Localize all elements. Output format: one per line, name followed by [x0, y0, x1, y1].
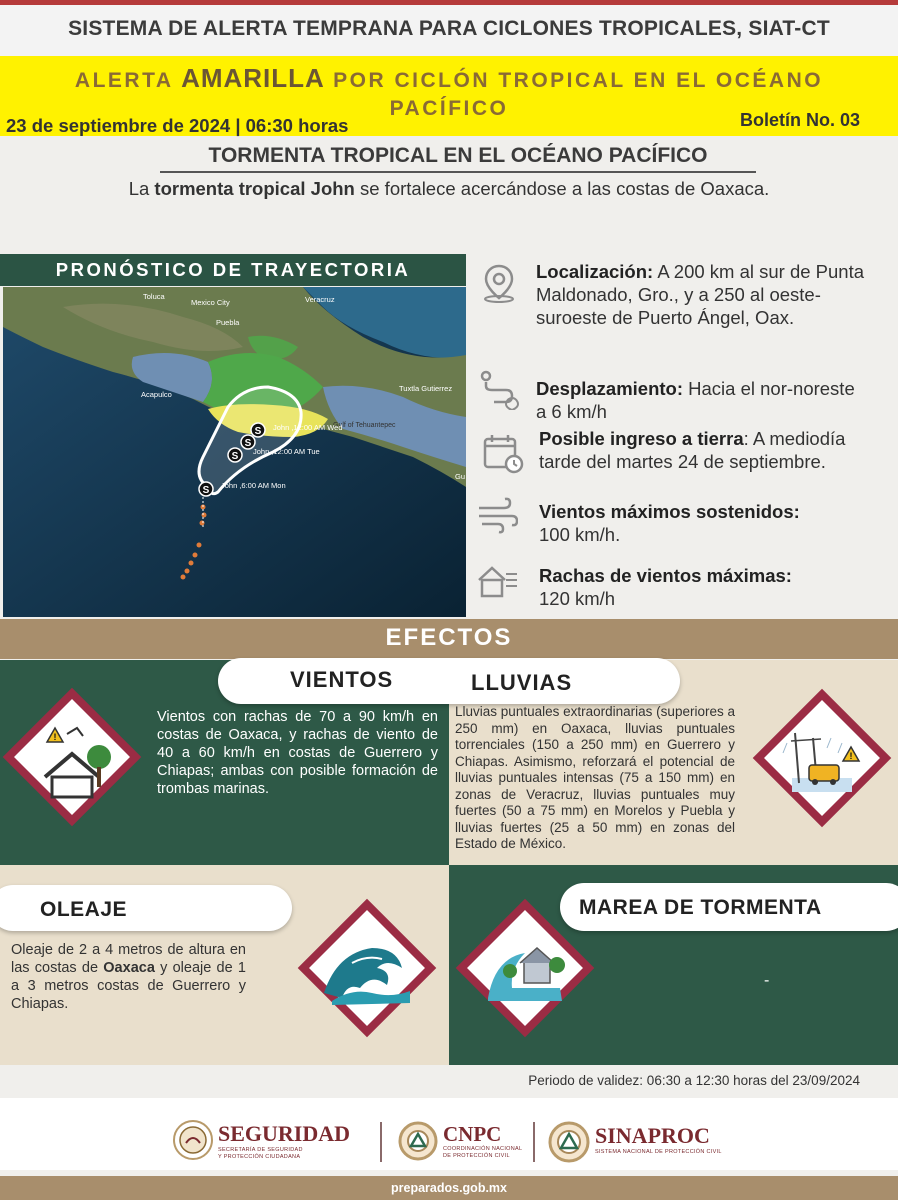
- seguridad-logo-text: SEGURIDAD: [218, 1121, 351, 1146]
- seguridad-subtext: SECRETARÍA DE SEGURIDAD Y PROTECCIÓN CIUDADANA: [218, 1147, 303, 1160]
- calendar-icon: [482, 432, 524, 479]
- movement-info: Desplazamiento: Hacia el nor-noreste a 6 km/h: [536, 378, 855, 422]
- alert-title: ALERTA AMARILLA POR CICLÓN TROPICAL EN EL OCÉANO PACÍFICO: [74, 63, 824, 120]
- svg-text:S: S: [254, 426, 262, 437]
- sinaproc-logo-text: SINAPROC: [595, 1123, 710, 1148]
- svg-text:S: S: [231, 451, 239, 462]
- surge-title: MAREA DE TORMENTA: [579, 896, 822, 919]
- effects-title: EFECTOS: [0, 619, 898, 659]
- map-label-acapulco: Acapulco: [141, 390, 172, 399]
- surge-text: -: [764, 972, 770, 989]
- map-label-tuxtla: Tuxtla Gutierrez: [399, 384, 453, 393]
- house-wind-icon: [476, 560, 518, 607]
- landfall-info: Posible ingreso a tierra: A mediodía tarde del martes 24 de septiembre.: [539, 428, 846, 472]
- winds-title: VIENTOS: [290, 667, 394, 692]
- svg-text:!: !: [849, 751, 853, 761]
- website-bar: [0, 1176, 898, 1200]
- map-label-mon: John ,6:00 AM Mon: [221, 481, 286, 490]
- map-label-toluca: Toluca: [143, 292, 165, 301]
- map-label-wed: John ,12:00 AM Wed: [273, 423, 343, 432]
- max-winds-info: Vientos máximos sostenidos: 100 km/h.: [539, 501, 800, 545]
- winds-text: Vientos con rachas de 70 a 90 km/h en costas de Oaxaca, y rachas de viento de 40 a 60 km/h en costas de Guerrero y Chiapas; ambas con posible formación de trombas marinas.: [157, 709, 438, 797]
- gusts-info: Rachas de vientos máximas: 120 km/h: [539, 565, 792, 609]
- cnpc-logo-icon: [398, 1121, 438, 1166]
- waves-title: OLEAJE: [40, 898, 128, 921]
- map-label-gulf: Gulf of Tehuantepec: [333, 422, 396, 429]
- map-label-tue: John ,12:00 AM Tue: [253, 447, 320, 456]
- map-label-veracruz: Veracruz: [305, 295, 335, 304]
- seguridad-seal-icon: [172, 1119, 214, 1166]
- cnpc-logo-text: CNPC: [443, 1122, 502, 1146]
- location-icon: [478, 262, 520, 309]
- sinaproc-subtext: SISTEMA NACIONAL DE PROTECCIÓN CIVIL: [595, 1149, 722, 1155]
- storm-subtitle: La tormenta tropical John se fortalece acercándose a las costas de Oaxaca.: [128, 178, 770, 199]
- map-label-gu: Gu: [455, 472, 466, 481]
- trajectory-map: [3, 287, 466, 617]
- rain-title: LLUVIAS: [471, 670, 573, 695]
- waves-text: Oleaje de 2 a 4 metros de altura en las costas de Oaxaca y oleaje de 1 a 3 metros costas de Guerrero y Chiapas.: [11, 942, 246, 1012]
- route-icon: [478, 368, 520, 415]
- rain-text: Lluvias puntuales extraordinarias (superiores a 250 mm) en Oaxaca, lluvias puntuales torrenciales (150 a 250 mm) en Guerrero y Chiapas. Asimismo, reforzará el potencial de lluvias puntuales intensas (75 a 150 mm) en zonas de Veracruz, lluvias puntuales muy fuertes (50 a 75 mm) en Morelos y Puebla y lluvias fuertes (25 a 50 mm) en zonas del Estado de México.: [455, 704, 735, 851]
- footer-divider: [380, 1122, 382, 1162]
- cnpc-subtext: COORDINACIÓN NACIONAL DE PROTECCIÓN CIVIL: [443, 1146, 523, 1159]
- bulletin-number: Boletín No. 03: [739, 110, 860, 130]
- map-label-mexico-city: Mexico City: [191, 298, 230, 307]
- rain-hazard-diamond: [747, 683, 897, 833]
- map-label-puebla: Puebla: [216, 318, 240, 327]
- trajectory-header: PRONÓSTICO DE TRAYECTORIA: [0, 254, 466, 286]
- waves-hazard-diamond: [292, 893, 442, 1043]
- svg-text:S: S: [244, 438, 252, 449]
- svg-text:S: S: [202, 485, 210, 496]
- validity-period: Periodo de validez: 06:30 a 12:30 horas del 23/09/2024: [528, 1073, 860, 1088]
- winds-rain-pill: [218, 658, 680, 704]
- svg-text:!: !: [53, 732, 57, 742]
- website-link[interactable]: preparados.gob.mx: [391, 1181, 507, 1195]
- location-info: Localización: A 200 km al sur de Punta Maldonado, Gro., y a 250 al oeste-suroeste de Puerto Ángel, Oax.: [536, 261, 865, 328]
- storm-title: TORMENTA TROPICAL EN EL OCÉANO PACÍFICO: [160, 144, 756, 173]
- wind-hazard-diamond: [0, 682, 147, 832]
- bulletin-date: 23 de septiembre de 2024 | 06:30 horas: [6, 115, 349, 136]
- system-title: SISTEMA DE ALERTA TEMPRANA PARA CICLONES TROPICALES, SIAT-CT: [68, 17, 830, 40]
- alert-level: AMARILLA: [181, 63, 325, 93]
- wind-icon: [476, 494, 518, 541]
- map-graphic: [3, 287, 466, 617]
- sinaproc-logo-icon: [548, 1121, 590, 1168]
- footer-divider-2: [533, 1122, 535, 1162]
